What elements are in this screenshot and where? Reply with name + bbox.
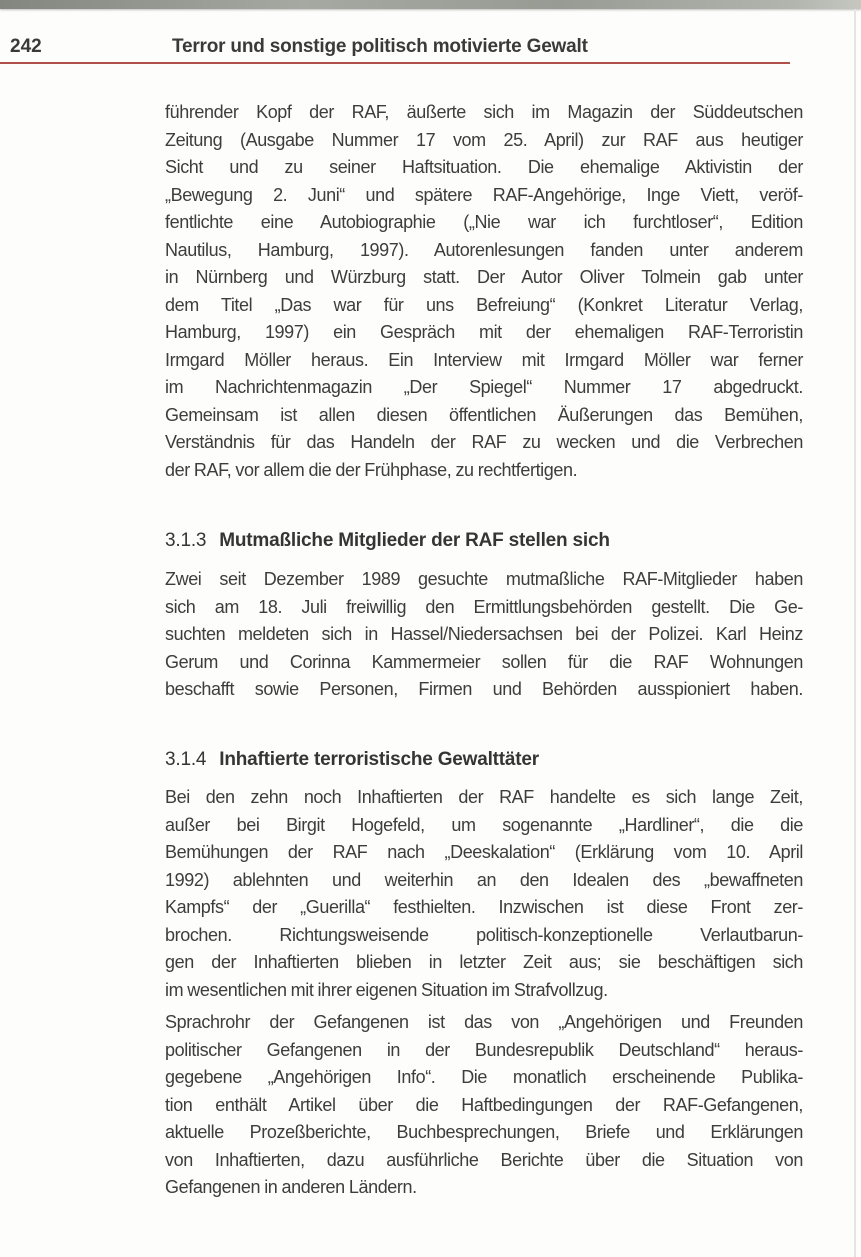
text-line: Gerum und Corinna Kammermeier sollen für die RAF Wohnungen — [165, 651, 803, 672]
text-line: fentlichte eine Autobiographie („Nie war ich furchtloser“, Edition — [165, 212, 803, 232]
text-line: Gefangenen in anderen Ländern. — [165, 1177, 417, 1197]
section-number: 3.1.4 — [165, 749, 207, 770]
section-title: Mutmaßliche Mitglieder der RAF stellen sich — [219, 530, 610, 551]
header-rule-divider — [0, 62, 790, 64]
text-line: brochen. Richtungsweisende politisch-konzeptionelle Verlautbarun- — [165, 924, 803, 945]
text-line: Irmgard Möller heraus. Ein Interview mit Irmgard Möller war ferner — [165, 349, 803, 370]
text-line: Bei den zehn noch Inhaftierten der RAF handelte es sich lange Zeit, — [165, 787, 803, 807]
section-heading-3-1-3 — [165, 530, 610, 552]
paragraph-intro — [165, 99, 803, 484]
text-line: 1992) ablehnten und weiterhin an den Idealen des „bewaffneten — [165, 869, 803, 890]
text-line: politischer Gefangenen in der Bundesrepublik Deutschland“ heraus- — [165, 1039, 803, 1060]
text-line: tion enthält Artikel über die Haftbedingungen der RAF-Gefangenen, — [165, 1094, 803, 1115]
running-header-title: Terror und sonstige politisch motivierte Gewalt — [172, 36, 588, 57]
text-line: von Inhaftierten, dazu ausführliche Berichte über die Situation von — [165, 1149, 803, 1170]
section-number: 3.1.3 — [165, 530, 207, 551]
text-line: dem Titel „Das war für uns Befreiung“ (Konkret Literatur Verlag, — [165, 294, 803, 315]
text-line: Sicht und zu seiner Haftsituation. Die ehemalige Aktivistin der — [165, 157, 803, 177]
text-line: suchten meldeten sich in Hassel/Niedersachsen bei der Polizei. Karl Heinz — [165, 624, 803, 644]
text-line: der RAF, vor allem die der Frühphase, zu rechtfertigen. — [165, 459, 578, 480]
text-line: im Nachrichtenmagazin „Der Spiegel“ Nummer 17 abgedruckt. — [165, 377, 803, 397]
text-line: Verständnis für das Handeln der RAF zu wecken und die Verbrechen — [165, 432, 803, 452]
text-line: „Bewegung 2. Juni“ und spätere RAF-Angehörige, Inge Viett, veröf- — [165, 184, 803, 205]
text-line: führender Kopf der RAF, äußerte sich im Magazin der Süddeutschen — [165, 102, 803, 122]
text-line: Zeitung (Ausgabe Nummer 17 vom 25. April) zur RAF aus heutiger — [165, 129, 803, 150]
text-line: aktuelle Prozeßberichte, Buchbesprechungen, Briefe und Erklärungen — [165, 1122, 803, 1142]
text-line: Kampfs“ der „Guerilla“ festhielten. Inzwischen ist diese Front zer- — [165, 897, 803, 917]
text-line: beschafft sowie Personen, Firmen und Behörden ausspioniert haben. — [165, 679, 803, 699]
page-number: 242 — [10, 36, 42, 57]
section-heading-3-1-4 — [165, 749, 539, 771]
text-line: Bemühungen der RAF nach „Deeskalation“ (Erklärung vom 10. April — [165, 842, 803, 862]
text-line: Hamburg, 1997) ein Gespräch mit der ehemaligen RAF-Terroristin — [165, 322, 803, 342]
scan-artifact-page-edge — [854, 9, 856, 1257]
text-line: gen der Inhaftierten blieben in letzter Zeit aus; sie beschäftigen sich — [165, 952, 803, 972]
paragraph-section-3-1-4-second — [165, 1009, 803, 1202]
page-header — [0, 36, 861, 58]
text-line: in Nürnberg und Würzburg statt. Der Autor Oliver Tolmein gab unter — [165, 267, 803, 287]
text-line: außer bei Birgit Hogefeld, um sogenannte „Hardliner“, die die — [165, 814, 803, 835]
paragraph-section-3-1-3 — [165, 566, 803, 704]
text-line: Zwei seit Dezember 1989 gesuchte mutmaßliche RAF-Mitglieder haben — [165, 569, 803, 589]
text-line: Gemeinsam ist allen diesen öffentlichen Äußerungen das Bemühen, — [165, 404, 803, 425]
text-line: gegebene „Angehörigen Info“. Die monatlich erscheinende Publika- — [165, 1067, 803, 1087]
scan-artifact-top-bar — [0, 0, 861, 9]
text-line: Nautilus, Hamburg, 1997). Autorenlesungen fanden unter anderem — [165, 239, 803, 260]
text-line: im wesentlichen mit ihrer eigenen Situation im Strafvollzug. — [165, 979, 608, 1000]
section-title: Inhaftierte terroristische Gewalttäter — [219, 749, 539, 770]
text-line: sich am 18. Juli freiwillig den Ermittlungsbehörden gestellt. Die Ge- — [165, 596, 803, 617]
paragraph-section-3-1-4-first — [165, 784, 803, 1004]
text-line: Sprachrohr der Gefangenen ist das von „Angehörigen und Freunden — [165, 1012, 803, 1032]
